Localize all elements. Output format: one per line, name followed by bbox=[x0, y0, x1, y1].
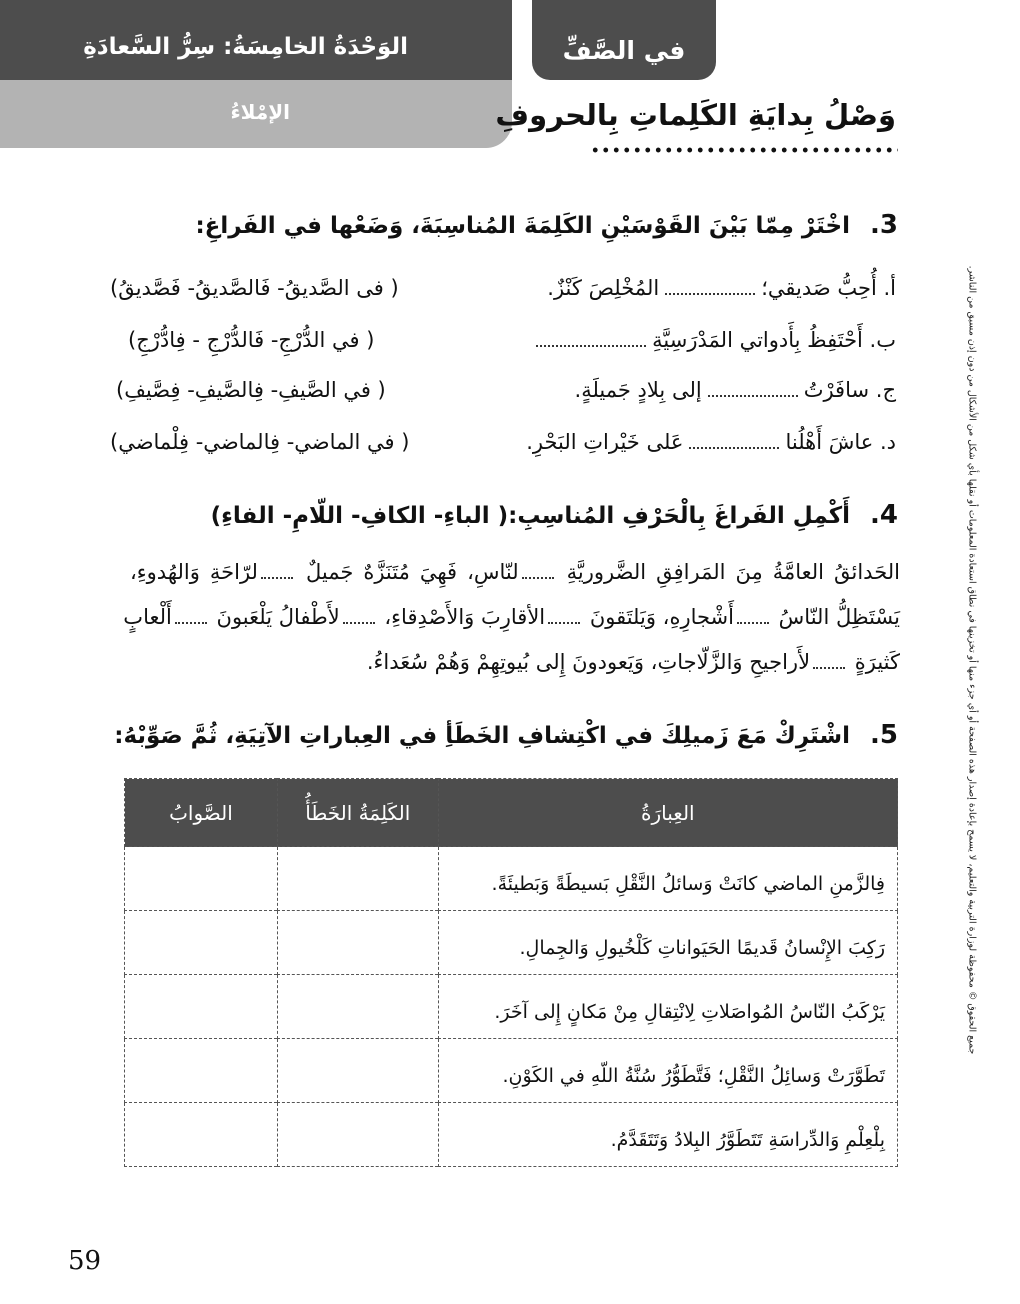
paragraph-line bbox=[130, 560, 900, 584]
q3-item bbox=[526, 430, 896, 454]
wrong-word-cell[interactable] bbox=[277, 975, 438, 1039]
text-segment: أَلْعابٍ bbox=[123, 605, 172, 629]
lesson-title: وَصْلُ بِدايَةِ الكَلِماتِ بِالحروفِ bbox=[495, 98, 896, 132]
paragraph-line bbox=[123, 605, 900, 629]
fill-blank[interactable] bbox=[522, 571, 554, 579]
error-correction-table bbox=[124, 778, 898, 1167]
text-segment: لأَطْفالُ يَلْعَبونَ bbox=[216, 605, 340, 629]
q3-options: ( في الماضي- فِالماضي- فِلْماضي) bbox=[110, 430, 410, 454]
copyright-text: جميع الحقوق © محفوظة لوزارة التربية والتعليم، لا يسمح بإعادة إصدار هذه الصفحة أو أي جزء منها أو تخزينها في نطاق استعادة المعلومات أو نقلها بأي شكل من الأشكال من دون إذن مسبق من الناشر. bbox=[966, 265, 978, 1055]
text-segment: الأقارِبَ وَالأَصْدِقاءِ، bbox=[384, 605, 546, 629]
phrase-cell: بِلْعِلْمِ وَالدِّراسَةِ تَتَطَوَّرُ البِلادُ وَتَتَقَدَّمُ. bbox=[438, 1103, 897, 1167]
text-segment: لنّاسِ، فَهِيَ مُتَنَزَّهٌ جَميلٌ bbox=[305, 560, 519, 584]
table-header-row bbox=[125, 779, 898, 847]
q5-prompt: اشْتَرِكْ مَعَ زَميلِكَ في اكْتِشافِ الخَطَأِ في العِباراتِ الآتِيَةِ، ثُمَّ صَوِّبْهُ: bbox=[114, 723, 851, 749]
unit-title-band bbox=[0, 0, 512, 80]
item-text: إلى بِلادٍ جَميلَةٍ. bbox=[574, 378, 702, 402]
item-text: د. عاشَ أَهْلُنا bbox=[785, 430, 896, 454]
wrong-word-cell[interactable] bbox=[277, 911, 438, 975]
item-text: المُخْلِصَ كَنْزٌ. bbox=[547, 276, 660, 300]
table-row bbox=[125, 1103, 898, 1167]
text-segment: لأَراجيحِ وَالزَّلّاجاتِ، وَيَعودونَ إِلى بُيوتِهِمْ وَهُمْ سُعَداءُ. bbox=[366, 650, 811, 674]
table-row bbox=[125, 911, 898, 975]
q5-heading bbox=[114, 720, 898, 750]
correction-cell[interactable] bbox=[125, 1039, 278, 1103]
class-tab: في الصَّفِّ bbox=[532, 0, 716, 80]
q4-prompt: أَكْمِلِ الفَراغَ بِالْحَرْفِ المُناسِبِ:( الباءِ- الكافِ- اللّامِ- الفاءِ) bbox=[210, 503, 851, 529]
q3-options: ( في الصَّيفِ- فِالصَّيفِ- فِصَّيفِ) bbox=[116, 378, 386, 402]
item-text: ج. سافَرْتُ bbox=[803, 378, 896, 402]
item-text: عَلى خَيْراتِ البَحْرِ. bbox=[526, 430, 684, 454]
fill-blank[interactable] bbox=[548, 616, 580, 624]
fill-blank[interactable] bbox=[175, 616, 207, 624]
phrase-cell: رَكِبَ الإِنْسانُ قَديمًا الحَيَواناتِ كَلْخُيولِ وَالجِمالِ. bbox=[438, 911, 897, 975]
q5-number: 5. bbox=[870, 720, 898, 750]
q3-options: ( فى الصَّديقُ- فَالصَّديقُ- فَصَّديقُ) bbox=[110, 276, 399, 300]
text-segment: لرّاحَةِ وَالهُدوءِ، bbox=[130, 560, 258, 584]
text-segment: أَشْجارِهِ، وَيَلتَقونَ bbox=[589, 605, 734, 629]
item-text: أ. أُحِبُّ صَديقي؛ bbox=[761, 276, 896, 300]
item-text: ب. أَحْتَفِظُ بِأَدواتي المَدْرَسِيَّةِ bbox=[652, 328, 896, 352]
fill-blank[interactable] bbox=[261, 571, 293, 579]
wrong-word-cell[interactable] bbox=[277, 1039, 438, 1103]
fill-blank[interactable] bbox=[689, 441, 779, 449]
header-wrong-word: الكَلِمَةُ الخَطَأُ bbox=[277, 779, 438, 847]
phrase-cell: فِالزَّمنِ الماضي كانَتْ وَسائلُ النَّقْلِ بَسيطَةً وَبَطيئَةً. bbox=[438, 847, 897, 911]
fill-blank[interactable] bbox=[708, 389, 798, 397]
q3-item bbox=[575, 378, 896, 402]
fill-blank[interactable] bbox=[813, 661, 845, 669]
table-row bbox=[125, 975, 898, 1039]
header-correction: الصَّوابُ bbox=[125, 779, 278, 847]
table-row bbox=[125, 1039, 898, 1103]
table-row bbox=[125, 847, 898, 911]
text-segment: الحَدائقُ العامَّةُ مِنَ المَرافِقِ الضَّروريَّةِ bbox=[566, 560, 900, 584]
wrong-word-cell[interactable] bbox=[277, 847, 438, 911]
text-segment: يَسْتَظِلُّ النّاسُ bbox=[778, 605, 900, 629]
fill-blank[interactable] bbox=[737, 616, 769, 624]
phrase-cell: يَرْكَبُ النّاسُ المُواصَلاتِ لِانْتِقالِ مِنْ مَكانٍ إِلى آخَرَ. bbox=[438, 975, 897, 1039]
fill-blank[interactable] bbox=[343, 616, 375, 624]
correction-cell[interactable] bbox=[125, 975, 278, 1039]
page-number: 59 bbox=[68, 1246, 102, 1276]
fill-blank[interactable] bbox=[665, 287, 755, 295]
unit-title: الوَحْدَةُ الخامِسَةُ: سِرُّ السَّعادَةِ bbox=[83, 34, 408, 60]
fill-blank[interactable] bbox=[536, 339, 646, 347]
correction-cell[interactable] bbox=[125, 1103, 278, 1167]
q3-heading bbox=[195, 210, 898, 240]
lesson-name: الإمْلاءُ bbox=[230, 100, 290, 124]
q4-heading bbox=[211, 500, 898, 530]
title-dotted-underline bbox=[590, 146, 898, 154]
q4-number: 4. bbox=[870, 500, 898, 530]
correction-cell[interactable] bbox=[125, 911, 278, 975]
q3-prompt: اخْتَرْ مِمّا بَيْنَ القَوْسَيْنِ الكَلِمَةَ المُناسِبَةَ، وَضَعْها في الفَراغِ: bbox=[195, 213, 851, 239]
copyright-note bbox=[952, 265, 992, 1055]
wrong-word-cell[interactable] bbox=[277, 1103, 438, 1167]
q3-item bbox=[547, 276, 896, 300]
q3-options: ( في الدُّرْجِ- فَالدُّرْجِ - فِادُّرْجِ) bbox=[128, 328, 375, 352]
paragraph-line bbox=[367, 650, 900, 674]
lesson-band bbox=[0, 80, 512, 148]
q3-item bbox=[530, 328, 896, 352]
correction-cell[interactable] bbox=[125, 847, 278, 911]
text-segment: كَثيرَةٍ bbox=[854, 650, 900, 674]
phrase-cell: تَطَوَّرَتْ وَسائِلُ النَّقْلِ؛ فَتَّطَوُّرُ سُنَّةُ اللّهِ في الكَوْنِ. bbox=[438, 1039, 897, 1103]
q3-number: 3. bbox=[870, 210, 898, 240]
header-phrase: العِبارَةُ bbox=[438, 779, 897, 847]
